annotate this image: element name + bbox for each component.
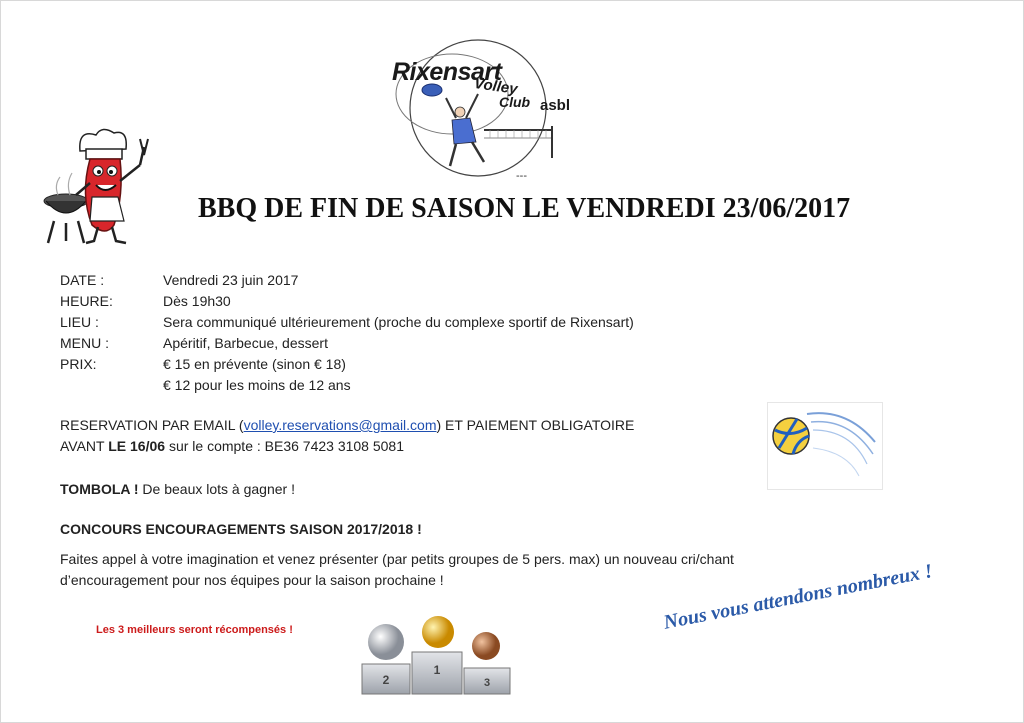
- logo-text-asbl: asbl: [540, 97, 571, 114]
- info-row-time: [60, 291, 634, 312]
- tombola-text: De beaux lots à gagner !: [138, 481, 295, 497]
- reservation-suffix: ) ET PAIEMENT OBLIGATOIRE: [436, 417, 635, 433]
- event-title: BBQ DE FIN DE SAISON LE VENDREDI 23/06/2017: [198, 193, 851, 224]
- info-value: € 15 en prévente (sinon € 18): [163, 356, 346, 372]
- concours-line-2: d’encouragement pour nos équipes pour la saison prochaine !: [60, 572, 444, 588]
- concours-line-1: Faites appel à votre imagination et venez présenter (par petits groupes de 5 pers. max) un nouveau cri/chant: [60, 551, 734, 567]
- info-label: HEURE:: [60, 293, 113, 309]
- tombola-title: TOMBOLA !: [60, 481, 139, 497]
- logo-divider: ---: [516, 170, 527, 182]
- info-label: PRIX:: [60, 356, 97, 372]
- info-label: LIEU :: [60, 314, 99, 330]
- podium-first: 1: [433, 663, 441, 677]
- info-value: Sera communiqué ultérieurement (proche du complexe sportif de Rixensart): [163, 314, 634, 330]
- info-value: Apéritif, Barbecue, dessert: [163, 335, 328, 351]
- info-row-price: [60, 354, 634, 375]
- reward-note: Les 3 meilleurs seront récompensés !: [96, 624, 293, 636]
- logo-text-volley: Volley: [473, 75, 519, 98]
- info-label: MENU :: [60, 335, 109, 351]
- reservation-account: sur le compte : BE36 7423 3108 5081: [165, 438, 405, 454]
- event-info: [60, 270, 634, 396]
- podium-trophies: [354, 612, 518, 696]
- reservation-email-link[interactable]: volley.reservations@gmail.com: [243, 417, 437, 433]
- closing-slogan: Nous vous attendons nombreux !: [661, 560, 935, 634]
- podium-second: 2: [382, 673, 390, 687]
- info-row-place: [60, 312, 634, 333]
- info-label: [60, 375, 163, 396]
- info-row-date: [60, 270, 634, 291]
- reservation-prefix: RESERVATION PAR EMAIL (: [60, 417, 244, 433]
- concours-title: CONCOURS ENCOURAGEMENTS SAISON 2017/2018 !: [60, 521, 422, 537]
- info-value: Vendredi 23 juin 2017: [163, 272, 299, 288]
- reservation-line-2: [60, 436, 634, 457]
- reservation-deadline: LE 16/06: [108, 438, 166, 454]
- podium-third: 3: [483, 677, 491, 689]
- info-value: € 12 pour les moins de 12 ans: [163, 377, 351, 393]
- logo-text-rixensart: Rixensart: [392, 58, 502, 86]
- tombola-line: [60, 479, 295, 500]
- reservation-line-1: [60, 415, 634, 436]
- chef-sausage-illustration: [40, 125, 162, 245]
- reservation-before: AVANT: [60, 438, 109, 454]
- concours-block: [60, 519, 734, 591]
- reservation-block: [60, 415, 634, 457]
- info-label: DATE :: [60, 272, 105, 288]
- logo-text-club: Club: [499, 94, 531, 110]
- info-value: Dès 19h30: [163, 293, 231, 309]
- info-row-price-kids: [60, 375, 634, 396]
- volleyball-icon: [767, 402, 883, 490]
- info-row-menu: [60, 333, 634, 354]
